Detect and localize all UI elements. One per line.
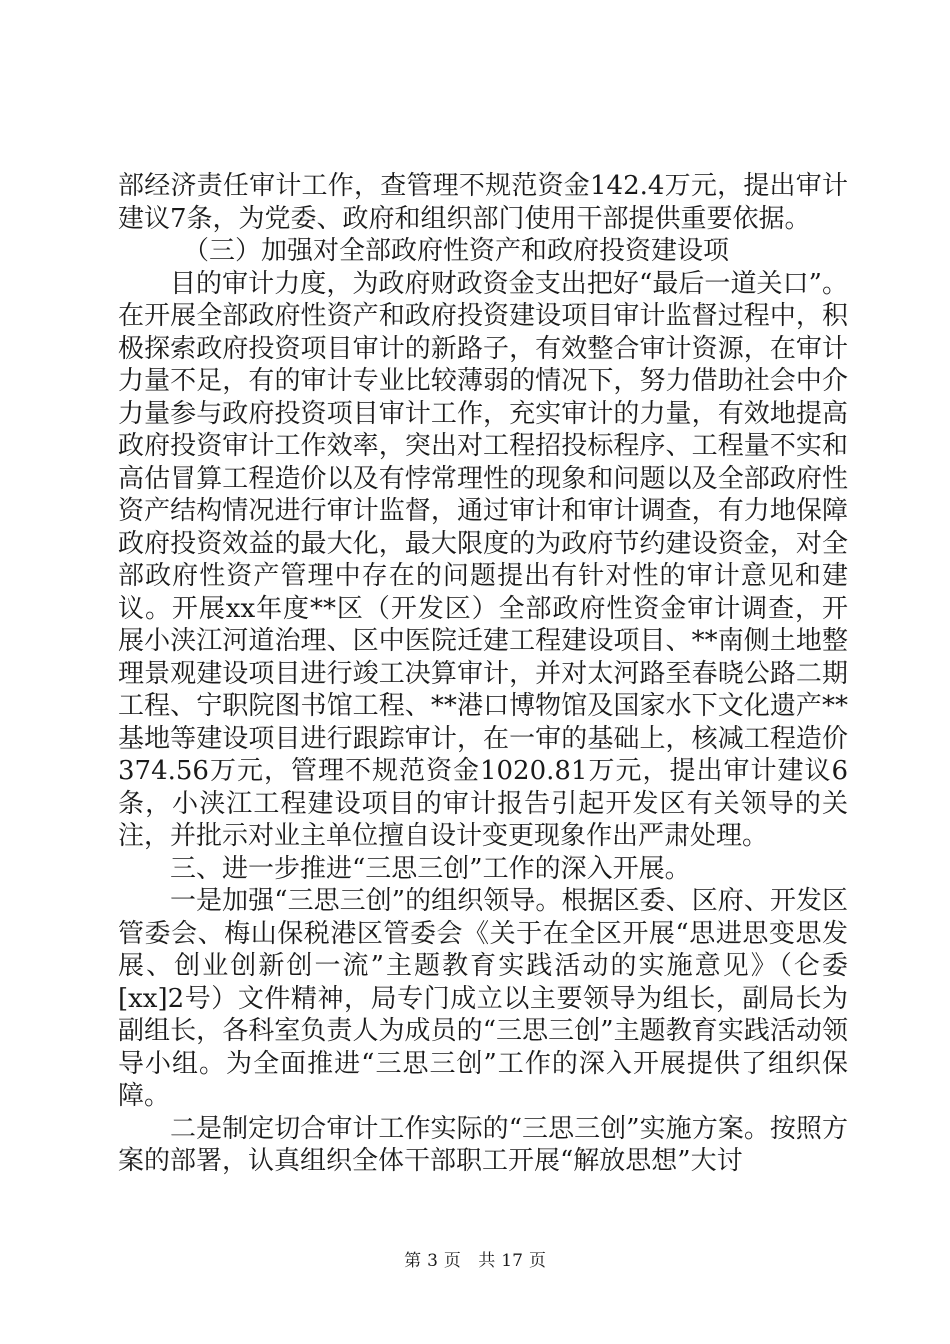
section-heading-3: （三）加强对全部政府性资产和政府投资建设项 — [183, 236, 730, 266]
total-pages: 17 — [501, 1251, 523, 1271]
paragraph-audit-summary: 部经济责任审计工作，查管理不规范资金142.4万元，提出审计建议7条，为党委、政府和组织部门使用干部提供重要依据。 — [118, 171, 848, 234]
paragraph-implementation-plan: 二是制定切合审计工作实际的“三思三创”实施方案。按照方案的部署，认真组织全体干部职工开展“解放思想”大讨 — [118, 1113, 848, 1176]
total-pages-indicator — [475, 1251, 549, 1271]
total-suffix: 页 — [528, 1251, 546, 1271]
page-footer — [0, 1246, 950, 1271]
document-body — [118, 170, 848, 1178]
page-prefix: 第 — [404, 1251, 422, 1271]
total-prefix: 共 — [478, 1251, 496, 1271]
section-heading-three-si: 三、进一步推进“三思三创”工作的深入开展。 — [170, 853, 691, 884]
page-indicator — [401, 1251, 464, 1271]
paragraph-investment-audit: 目的审计力度，为政府财政资金支出把好“最后一道关口”。在开展全部政府性资产和政府投资建设项目审计监督过程中，积极探索政府投资项目审计的新路子，有效整合审计资源，在审计力量不足，有的审计专业比较薄弱的情况下，努力借助社会中介力量参与政府投资项目审计工作，充实审计的力量，有效地提高政府投资审计工作效率，突出对工程招投标程序、工程量不实和高估冒算工程造价以及有悖常理性的现象和问题以及全部政府性资产结构情况进行审计监督，通过审计和审计调查，有力地保障政府投资效益的最大化，最大限度的为政府节约建设资金，对全部政府性资产管理中存在的问题提出有针对性的审计意见和建议。开展xx年度**区（开发区）全部政府性资金审计调查，开展小浃江河道治理、区中医院迁建工程建设项目、**南侧土地整理景观建设项目进行竣工决算审计，并对太河路至春晓公路二期工程、宁职院图书馆工程、**港口博物馆及国家水下文化遗产**基地等建设项目进行跟踪审计，在一审的基础上，核减工程造价374.56万元，管理不规范资金1020.81万元，提出审计建议6条，小浃江工程建设项目的审计报告引起开发区有关领导的关注，并批示对业主单位擅自设计变更现象作出严肃处理。 — [118, 268, 848, 851]
paragraph-organization: 一是加强“三思三创”的组织领导。根据区委、区府、开发区管委会、梅山保税港区管委会《关于在全区开展“思进思变思发展、创业创新创一流”主题教育实践活动的实施意见》（仑委[xx]2号）文件精神，局专门成立以主要领导为组长，副局长为副组长，各科室负责人为成员的“三思三创”主题教育实践活动领导小组。为全面推进“三思三创”工作的深入开展提供了组织保障。 — [118, 886, 848, 1111]
page-number: 3 — [427, 1251, 438, 1271]
page-suffix: 页 — [443, 1251, 461, 1271]
